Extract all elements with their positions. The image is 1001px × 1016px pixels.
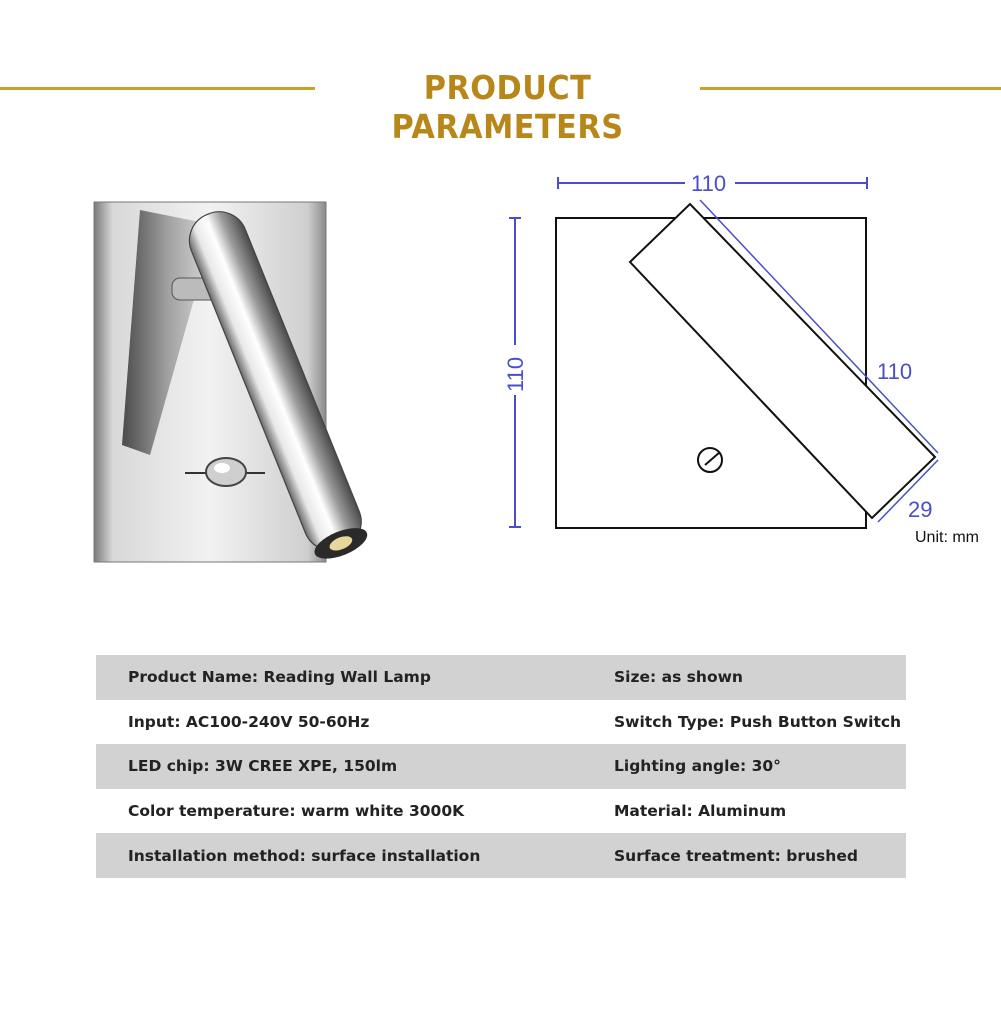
- spec-color-temperature: Color temperature: warm white 3000K: [128, 802, 465, 821]
- table-row: [96, 700, 906, 745]
- spec-surface-treatment: Surface treatment: brushed: [614, 846, 858, 865]
- spec-installation: Installation method: surface installation: [128, 846, 481, 865]
- section-header: [0, 60, 1001, 146]
- spec-size: Size: as shown: [614, 668, 743, 687]
- unit-label: Unit: mm: [915, 529, 979, 546]
- dim-arm-length-label: 110: [877, 359, 913, 384]
- page-title: PRODUCT PARAMETERS: [391, 68, 624, 146]
- spec-product-name: Product Name: Reading Wall Lamp: [128, 668, 431, 687]
- table-row: [96, 655, 906, 700]
- table-row: [96, 833, 906, 878]
- table-row: [96, 744, 906, 789]
- spec-input: Input: AC100-240V 50-60Hz: [128, 712, 370, 731]
- product-photo: [80, 170, 480, 590]
- header-rule-left: [0, 87, 315, 90]
- dimension-drawing: [490, 160, 1001, 560]
- dim-arm-width-label: 29: [908, 497, 933, 522]
- spec-material: Material: Aluminum: [614, 802, 787, 821]
- dim-left-label: 110: [503, 356, 528, 392]
- table-row: [96, 789, 906, 834]
- spec-switch-type: Switch Type: Push Button Switch: [614, 712, 902, 731]
- spec-led-chip: LED chip: 3W CREE XPE, 150lm: [128, 757, 398, 776]
- spec-lighting-angle: Lighting angle: 30°: [614, 757, 781, 776]
- spec-table: [96, 655, 906, 878]
- header-rule-right: [700, 87, 1001, 90]
- dim-top-label: 110: [691, 171, 727, 196]
